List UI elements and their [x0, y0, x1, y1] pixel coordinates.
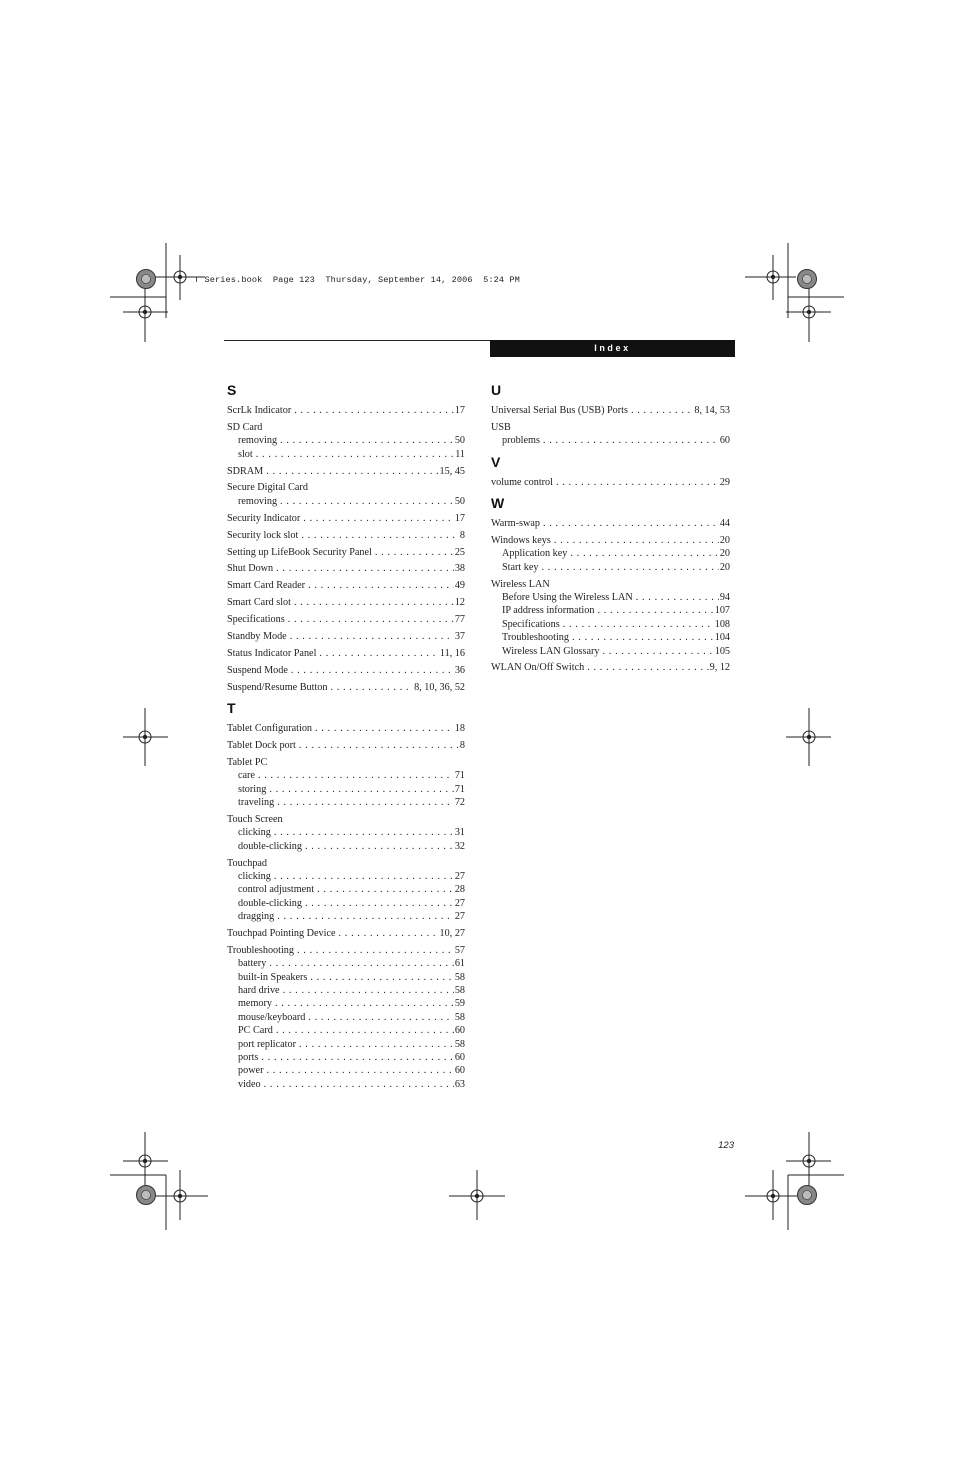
index-subentry	[227, 1078, 465, 1091]
entry-label: SD Card	[227, 421, 263, 433]
dot-leader	[570, 547, 718, 560]
entry-label: double-clicking	[238, 897, 302, 909]
index-subentry	[227, 1024, 465, 1037]
dot-leader	[315, 722, 454, 735]
page-reference: 27	[454, 897, 465, 909]
dot-leader	[280, 434, 454, 447]
dot-leader	[330, 681, 413, 694]
dot-leader	[266, 1064, 453, 1077]
entry-label: SDRAM	[227, 465, 264, 477]
index-subentry	[227, 495, 465, 508]
index-subentry	[227, 769, 465, 782]
dot-leader	[258, 769, 454, 782]
index-subentry	[227, 997, 465, 1010]
index-entry-row	[227, 512, 465, 525]
index-entry-row	[227, 927, 465, 940]
index-entry	[227, 681, 465, 694]
dot-leader	[636, 591, 719, 604]
dot-leader	[308, 1011, 453, 1024]
page-reference: 8, 10, 36, 52	[414, 681, 465, 693]
index-entry-row	[227, 562, 465, 575]
page-reference: 8, 14, 53	[694, 405, 730, 416]
index-subentry	[491, 434, 730, 447]
index-entry	[227, 722, 465, 735]
page-reference: 44	[719, 518, 730, 530]
page-number: 123	[718, 1140, 734, 1151]
entry-label: hard drive	[238, 985, 280, 997]
dot-leader	[294, 404, 454, 417]
page-reference: 18	[454, 723, 465, 735]
page-reference: 8	[459, 529, 465, 541]
page-reference: 60	[454, 1025, 465, 1037]
index-entry	[227, 756, 465, 810]
page-reference: 107	[714, 605, 730, 617]
entry-label: Troubleshooting	[502, 632, 569, 644]
index-entry-row	[491, 534, 730, 547]
entry-label: WLAN On/Off Switch	[491, 662, 585, 674]
entry-label: Wireless LAN	[491, 578, 550, 590]
index-subentry	[227, 434, 465, 447]
index-entry-row	[491, 661, 730, 674]
dot-leader	[572, 631, 714, 644]
entry-label: removing	[238, 495, 278, 507]
dot-leader	[542, 561, 719, 574]
dot-leader	[274, 870, 454, 883]
dot-leader	[276, 562, 454, 575]
entry-label: Touchpad	[227, 857, 268, 869]
dot-leader	[308, 579, 454, 592]
entry-label: Tablet Configuration	[227, 723, 313, 735]
page-reference: 9, 12	[709, 662, 730, 674]
entry-label: power	[238, 1065, 264, 1077]
dot-leader	[303, 512, 454, 525]
entry-label: video	[238, 1078, 261, 1090]
page-reference: 71	[454, 770, 465, 782]
entry-label: Start key	[502, 561, 539, 573]
page-reference: 20	[719, 548, 730, 560]
page-reference: 25	[454, 546, 465, 558]
index-entry-row	[227, 756, 465, 769]
dot-leader	[556, 476, 719, 489]
dot-leader	[294, 596, 454, 609]
dot-leader	[554, 534, 719, 547]
index-entry	[227, 596, 465, 609]
entry-label: memory	[238, 998, 272, 1010]
index-entry-row	[227, 647, 465, 660]
index-subentry	[227, 971, 465, 984]
page-reference: 77	[454, 614, 465, 626]
page-reference: 104	[714, 632, 730, 644]
page-reference: 49	[454, 580, 465, 592]
page-reference: 29	[719, 476, 730, 488]
index-entry	[491, 517, 730, 530]
entry-label: Windows keys	[491, 534, 551, 546]
section-letter: U	[491, 382, 502, 398]
entry-label: clicking	[238, 827, 271, 839]
dot-leader	[288, 613, 454, 626]
index-entry	[227, 927, 465, 940]
index-entry	[227, 546, 465, 559]
page-reference: 50	[454, 495, 465, 507]
index-entry-row	[227, 613, 465, 626]
entry-label: Setting up LifeBook Security Panel	[227, 546, 372, 558]
index-subentry	[227, 957, 465, 970]
index-entry	[227, 813, 465, 853]
page-reference: 10, 27	[439, 928, 465, 939]
dot-leader	[305, 897, 454, 910]
entry-label: Application key	[502, 548, 568, 560]
index-subentry	[227, 897, 465, 910]
page-reference: 37	[454, 630, 465, 642]
entry-label: clicking	[238, 870, 271, 882]
entry-label: dragging	[238, 911, 275, 923]
index-entry-row	[491, 476, 730, 489]
dot-leader	[275, 997, 454, 1010]
dot-leader	[602, 645, 713, 658]
entry-label: Suspend/Resume Button	[227, 681, 328, 693]
dot-leader	[543, 517, 719, 530]
index-entry-row	[227, 813, 465, 826]
page-reference: 20	[719, 534, 730, 546]
index-entry	[227, 739, 465, 752]
page-reference: 59	[454, 998, 465, 1010]
index-entry	[227, 613, 465, 626]
print-slug: T Series.book Page 123 Thursday, September 14, 2006 5:24 PM	[194, 275, 520, 285]
entry-label: built-in Speakers	[238, 971, 308, 983]
dot-leader	[266, 465, 438, 478]
page-reference: 11	[455, 448, 465, 460]
index-entry-row	[227, 529, 465, 542]
entry-label: Security Indicator	[227, 512, 301, 524]
entry-label: Smart Card slot	[227, 597, 291, 609]
entry-label: Troubleshooting	[227, 944, 294, 956]
index-entry	[227, 512, 465, 525]
index-entry	[227, 857, 465, 924]
page-reference: 31	[454, 827, 465, 839]
dot-leader	[317, 883, 454, 896]
page-reference: 17	[454, 512, 465, 524]
index-entry	[227, 630, 465, 643]
page-reference: 15, 45	[439, 465, 465, 477]
dot-leader	[291, 664, 454, 677]
dot-leader	[261, 1051, 453, 1064]
dot-leader	[587, 661, 708, 674]
index-entry	[491, 534, 730, 574]
page-reference: 71	[454, 783, 465, 795]
index-entry	[227, 465, 465, 478]
entry-label: Touchpad Pointing Device	[227, 928, 336, 939]
index-subentry	[491, 631, 730, 644]
entry-label: Secure Digital Card	[227, 482, 308, 494]
index-subentry	[491, 591, 730, 604]
index-subentry	[227, 796, 465, 809]
index-entry-row	[491, 578, 730, 591]
index-entry-row	[227, 630, 465, 643]
entry-label: Suspend Mode	[227, 664, 288, 676]
index-entry	[491, 476, 730, 489]
index-subentry	[227, 984, 465, 997]
entry-label: Universal Serial Bus (USB) Ports	[491, 405, 628, 416]
section-letter: V	[491, 453, 501, 470]
header-rule	[224, 340, 490, 341]
entry-label: ports	[238, 1052, 259, 1064]
page-reference: 63	[454, 1078, 465, 1090]
section-letter: S	[227, 382, 237, 398]
page-reference: 58	[454, 1011, 465, 1023]
dot-leader	[305, 840, 454, 853]
dot-leader	[269, 783, 454, 796]
index-entry-row	[227, 404, 465, 417]
index-subentry	[227, 1038, 465, 1051]
dot-leader	[297, 944, 454, 957]
entry-label: Security lock slot	[227, 529, 299, 541]
page-reference: 72	[454, 796, 465, 808]
dot-leader	[283, 984, 454, 997]
entry-label: problems	[502, 435, 540, 447]
page-reference: 28	[454, 884, 465, 896]
dot-leader	[563, 618, 714, 631]
index-entry-row	[227, 546, 465, 559]
dot-leader	[301, 529, 459, 542]
page-reference: 58	[454, 971, 465, 983]
entry-label: volume control	[491, 476, 553, 488]
index-entry-row	[227, 421, 465, 434]
index-subentry	[227, 883, 465, 896]
entry-label: battery	[238, 958, 267, 970]
dot-leader	[299, 739, 459, 752]
section-letter: T	[227, 700, 236, 717]
index-subentry	[491, 604, 730, 617]
index-subentry	[491, 561, 730, 574]
page-reference: 50	[454, 435, 465, 447]
index-column-left	[227, 380, 465, 1095]
entry-label: USB	[491, 421, 511, 433]
index-entry-row	[227, 857, 465, 870]
page-reference: 38	[454, 563, 465, 575]
entry-label: PC Card	[238, 1025, 273, 1037]
entry-label: care	[238, 770, 255, 782]
index-entry-row	[227, 944, 465, 957]
dot-leader	[375, 546, 454, 559]
entry-label: Before Using the Wireless LAN	[502, 592, 633, 604]
index-entry	[227, 529, 465, 542]
index-entry-row	[227, 722, 465, 735]
dot-leader	[310, 971, 453, 984]
entry-label: Smart Card Reader	[227, 580, 306, 592]
index-subentry	[227, 840, 465, 853]
dot-leader	[264, 1078, 454, 1091]
page-reference: 17	[454, 405, 465, 416]
index-entry	[227, 562, 465, 575]
dot-leader	[269, 957, 454, 970]
index-entry	[227, 664, 465, 677]
entry-label: Wireless LAN Glossary	[502, 645, 600, 657]
entry-label: Specifications	[227, 614, 285, 626]
index-subentry	[227, 870, 465, 883]
dot-leader	[339, 927, 439, 940]
index-entry-row	[227, 739, 465, 752]
entry-label: Specifications	[502, 618, 560, 630]
index-subentry	[491, 618, 730, 631]
dot-leader	[274, 826, 454, 839]
entry-label: mouse/keyboard	[238, 1011, 306, 1023]
index-entry-row	[227, 579, 465, 592]
index-entry	[227, 481, 465, 508]
entry-label: ScrLk Indicator	[227, 405, 292, 416]
entry-label: Touch Screen	[227, 813, 283, 825]
index-column-right	[491, 380, 730, 678]
index-subentry	[491, 547, 730, 560]
page-reference: 12	[454, 597, 465, 609]
entry-label: Warm-swap	[491, 518, 540, 530]
dot-leader	[631, 404, 693, 417]
page-reference: 61	[454, 958, 465, 970]
index-entry	[491, 578, 730, 658]
entry-label: storing	[238, 783, 267, 795]
entry-label: double-clicking	[238, 840, 302, 852]
entry-label: Standby Mode	[227, 630, 287, 642]
index-subentry	[227, 448, 465, 461]
index-entry-row	[491, 421, 730, 434]
page-reference: 20	[719, 561, 730, 573]
page-reference: 108	[714, 618, 730, 630]
dot-leader	[319, 647, 439, 660]
dot-leader	[276, 1024, 454, 1037]
page-reference: 8	[459, 739, 465, 751]
index-subentry	[227, 1051, 465, 1064]
dot-leader	[299, 1038, 454, 1051]
entry-label: Status Indicator Panel	[227, 647, 317, 659]
index-entry	[491, 404, 730, 417]
index-subentry	[227, 783, 465, 796]
page-reference: 94	[719, 592, 730, 604]
page-reference: 58	[454, 985, 465, 997]
entry-label: slot	[238, 448, 253, 460]
index-entry-row	[227, 596, 465, 609]
index-subentry	[227, 1064, 465, 1077]
entry-label: traveling	[238, 796, 275, 808]
index-entry	[227, 579, 465, 592]
index-entry	[491, 421, 730, 448]
index-entry-row	[227, 681, 465, 694]
index-entry	[491, 661, 730, 674]
dot-leader	[277, 910, 454, 923]
index-subentry	[227, 1011, 465, 1024]
entry-label: removing	[238, 435, 278, 447]
index-entry	[227, 647, 465, 660]
page-reference: 105	[714, 645, 730, 657]
running-header: Index	[490, 340, 735, 357]
page-reference: 60	[719, 435, 730, 447]
page-reference: 11, 16	[439, 647, 465, 659]
entry-label: Shut Down	[227, 563, 274, 575]
page-reference: 58	[454, 1038, 465, 1050]
index-entry	[227, 421, 465, 461]
entry-label: control adjustment	[238, 884, 315, 896]
page-reference: 27	[454, 870, 465, 882]
dot-leader	[290, 630, 454, 643]
entry-label: port replicator	[238, 1038, 296, 1050]
index-entry-row	[227, 481, 465, 494]
index-entry-row	[491, 517, 730, 530]
index-subentry	[227, 910, 465, 923]
section-letter: W	[491, 495, 505, 512]
dot-leader	[597, 604, 713, 617]
dot-leader	[543, 434, 719, 447]
dot-leader	[256, 448, 454, 461]
page-reference: 57	[454, 944, 465, 956]
index-subentry	[227, 826, 465, 839]
page-reference: 36	[454, 664, 465, 676]
page-reference: 32	[454, 840, 465, 852]
dot-leader	[277, 796, 454, 809]
index-subentry	[491, 645, 730, 658]
entry-label: Tablet PC	[227, 756, 268, 768]
page-reference: 60	[454, 1065, 465, 1077]
entry-label: IP address information	[502, 605, 595, 617]
index-entry	[227, 944, 465, 1091]
index-entry-row	[227, 664, 465, 677]
index-entry-row	[491, 404, 730, 417]
entry-label: Tablet Dock port	[227, 739, 296, 751]
index-entry	[227, 404, 465, 417]
page-reference: 27	[454, 911, 465, 923]
dot-leader	[280, 495, 454, 508]
index-entry-row	[227, 465, 465, 478]
page-reference: 60	[454, 1052, 465, 1064]
